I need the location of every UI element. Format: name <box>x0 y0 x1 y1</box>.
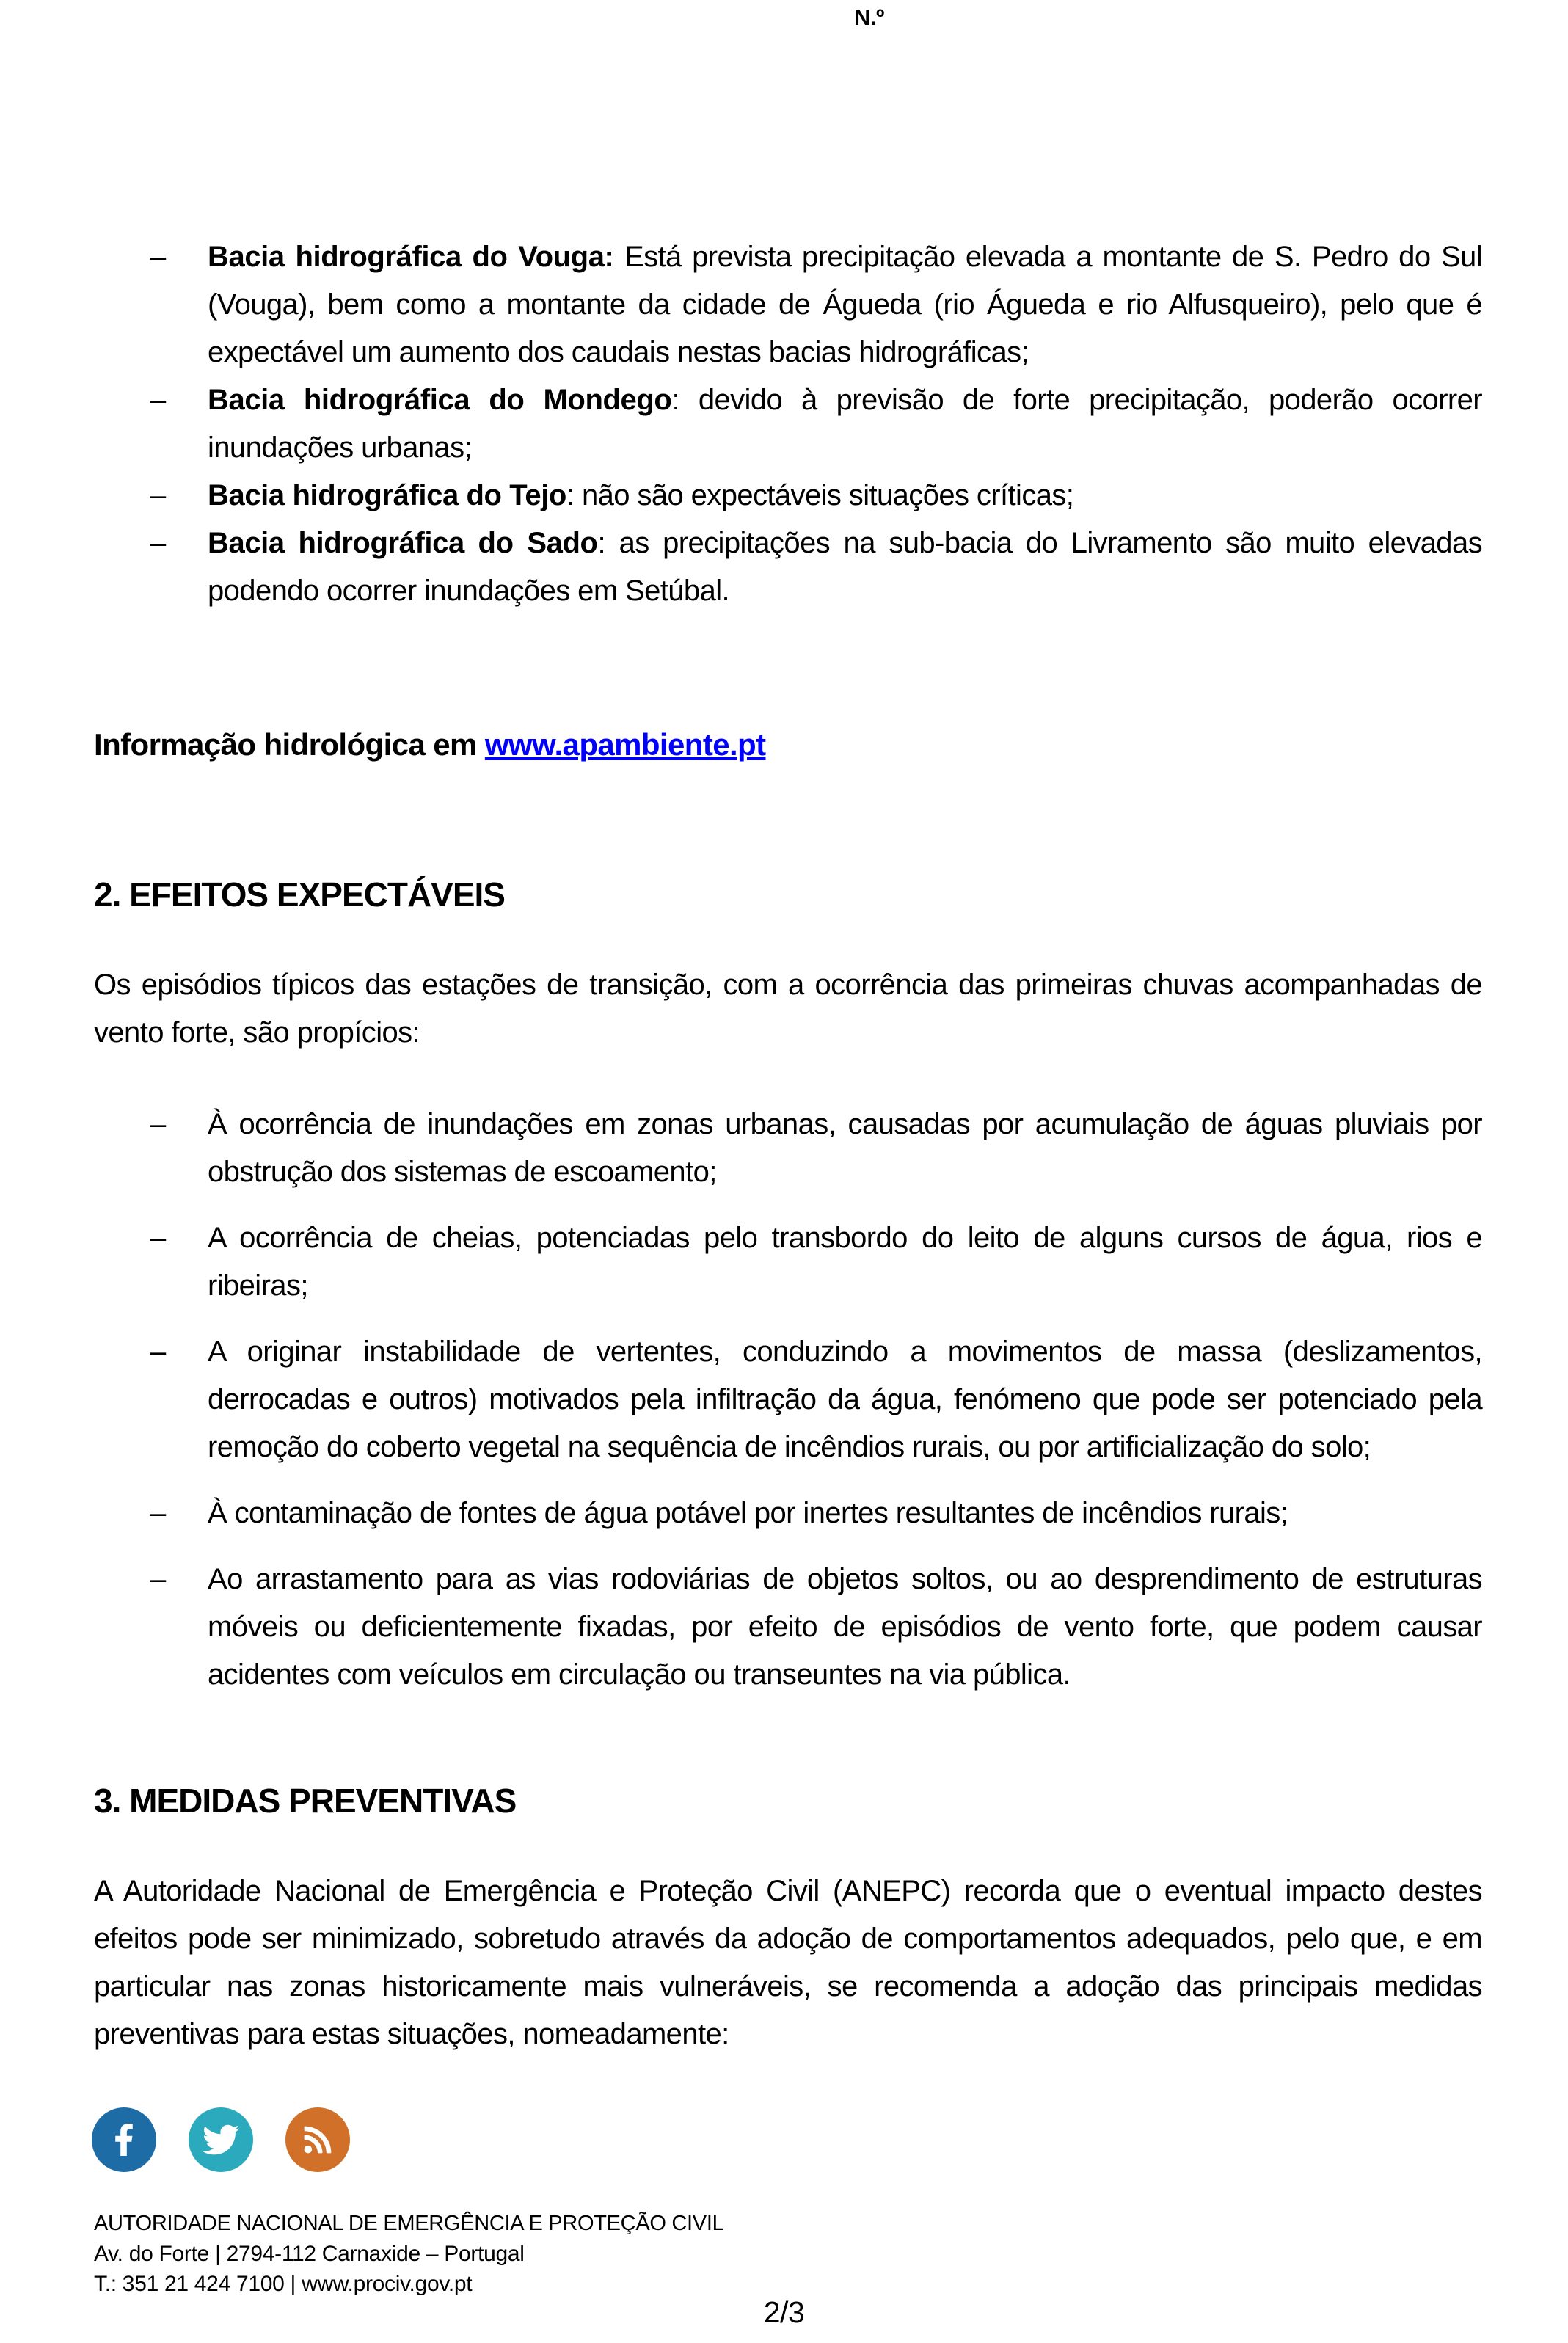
dash-bullet-icon: – <box>150 384 166 416</box>
dash-bullet-icon: – <box>150 241 166 273</box>
list-item-text: A originar instabilidade de vertentes, conduzindo a movimentos de massa (deslizamentos, derrocadas e outros) motivados pela infiltração da água, fenómeno que pode ser potenciado pela remoção do coberto vegetal na sequência de incêndios rurais, ou por artificialização do solo; <box>208 1336 1482 1463</box>
document-body <box>94 0 1482 2058</box>
list-item <box>94 233 1482 376</box>
page-number: 2/3 <box>763 2295 805 2329</box>
list-item <box>94 376 1482 472</box>
list-item <box>94 520 1482 615</box>
basins-list <box>94 233 1482 615</box>
rss-icon[interactable] <box>285 2107 350 2172</box>
section-3-paragraph: A Autoridade Nacional de Emergência e Proteção Civil (ANEPC) recorda que o eventual impacto destes efeitos pode ser minimizado, sobretudo através da adoção de comportamentos adequados, pelo que, e em particular nas zonas historicamente mais vulneráveis, se recomenda a adoção das principais medidas preventivas para estas situações, nomeadamente: <box>94 1875 1482 2050</box>
dash-bullet-icon: – <box>150 1336 166 1368</box>
list-item <box>94 472 1482 520</box>
section-2-intro-paragraph: Os episódios típicos das estações de transição, com a ocorrência das primeiras chuvas acompanhadas de vento forte, são propícios: <box>94 969 1482 1049</box>
section-2-heading: 2. EFEITOS EXPECTÁVEIS <box>94 875 505 914</box>
effects-list <box>94 1101 1482 1699</box>
list-item-text: : devido à previsão de forte precipitação, poderão ocorrer inundações urbanas; <box>208 384 1482 464</box>
list-item-bold-text: Bacia hidrográfica do Mondego <box>208 384 672 416</box>
list-item-text: : não são expectáveis situações críticas; <box>566 479 1074 511</box>
footer-contact: T.: 351 21 424 7100 | www.prociv.gov.pt <box>94 2272 473 2296</box>
dash-bullet-icon: – <box>150 1497 166 1529</box>
footer-org: AUTORIDADE NACIONAL DE EMERGÊNCIA E PROTEÇÃO CIVIL <box>94 2212 724 2235</box>
dash-bullet-icon: – <box>150 479 166 511</box>
hydro-info-label: Informação hidrológica em <box>94 727 485 762</box>
facebook-icon[interactable] <box>92 2107 156 2172</box>
document-number-label: N.º <box>854 4 884 30</box>
apambiente-link[interactable]: www.apambiente.pt <box>484 727 766 762</box>
list-item-text: : as precipitações na sub-bacia do Livramento são muito elevadas podendo ocorrer inundações em Setúbal. <box>208 527 1482 607</box>
list-item-text: A ocorrência de cheias, potenciadas pelo transbordo do leito de alguns cursos de água, rios e ribeiras; <box>208 1222 1482 1302</box>
list-item <box>94 1101 1482 1196</box>
list-item-bold-text: Bacia hidrográfica do Vouga: <box>208 241 614 273</box>
list-item-bold-text: Bacia hidrográfica do Sado <box>208 527 598 559</box>
dash-bullet-icon: – <box>150 527 166 559</box>
list-item <box>94 1556 1482 1699</box>
list-item-text: À ocorrência de inundações em zonas urbanas, causadas por acumulação de águas pluviais por obstrução dos sistemas de escoamento; <box>208 1108 1482 1188</box>
social-icons-row <box>92 2107 350 2172</box>
list-item-text: À contaminação de fontes de água potável por inertes resultantes de incêndios rurais; <box>208 1497 1288 1529</box>
footer-block <box>94 2209 723 2299</box>
section-3-heading: 3. MEDIDAS PREVENTIVAS <box>94 1782 517 1820</box>
dash-bullet-icon: – <box>150 1222 166 1254</box>
dash-bullet-icon: – <box>150 1563 166 1595</box>
list-item <box>94 1328 1482 1471</box>
hydro-info-line <box>94 725 1482 765</box>
list-item-text: Ao arrastamento para as vias rodoviárias de objetos soltos, ou ao desprendimento de estruturas móveis ou deficientemente fixadas, por efeito de episódios de vento forte, que podem causar acidentes com veículos em circulação ou transeuntes na via pública. <box>208 1563 1482 1691</box>
dash-bullet-icon: – <box>150 1108 166 1140</box>
twitter-icon[interactable] <box>189 2107 253 2172</box>
list-item-text: Está prevista precipitação elevada a montante de S. Pedro do Sul (Vouga), bem como a montante da cidade de Águeda (rio Águeda e rio Alfusqueiro), pelo que é expectável um aumento dos caudais nestas bacias hidrográficas; <box>208 241 1482 368</box>
list-item-bold-text: Bacia hidrográfica do Tejo <box>208 479 566 511</box>
list-item <box>94 1214 1482 1310</box>
footer-address: Av. do Forte | 2794-112 Carnaxide – Portugal <box>94 2242 525 2266</box>
list-item <box>94 1490 1482 1537</box>
